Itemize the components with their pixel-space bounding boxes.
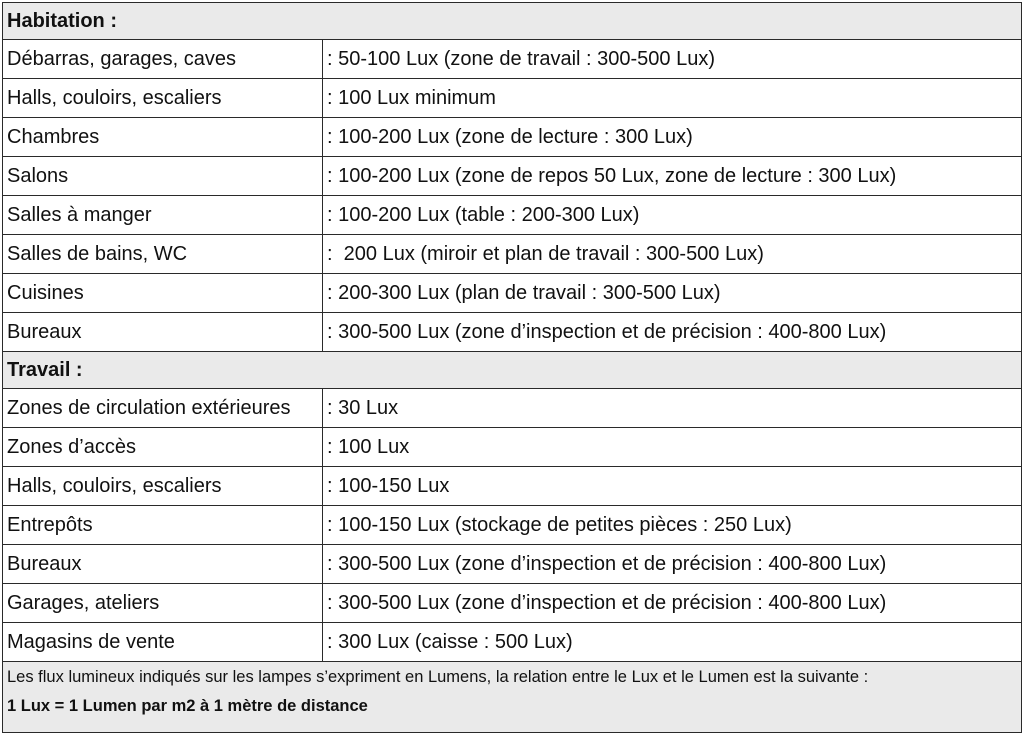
table-row <box>3 545 1022 584</box>
table-row <box>3 157 1022 196</box>
lux-value: : 30 Lux <box>323 389 1022 428</box>
table-row <box>3 40 1022 79</box>
section-header-habitation <box>3 3 1022 40</box>
room-label: Bureaux <box>3 545 323 584</box>
note-formula: 1 Lux = 1 Lumen par m2 à 1 mètre de distance <box>7 697 368 715</box>
room-label: Zones d’accès <box>3 428 323 467</box>
table-row <box>3 467 1022 506</box>
lux-value: : 200-300 Lux (plan de travail : 300-500 Lux) <box>323 274 1022 313</box>
room-label: Halls, couloirs, escaliers <box>3 79 323 118</box>
room-label: Garages, ateliers <box>3 584 323 623</box>
room-label: Magasins de vente <box>3 623 323 662</box>
lux-value: : 300-500 Lux (zone d’inspection et de précision : 400-800 Lux) <box>323 584 1022 623</box>
table-row <box>3 313 1022 352</box>
table-row <box>3 506 1022 545</box>
table-row <box>3 584 1022 623</box>
lux-value: : 100-200 Lux (zone de lecture : 300 Lux) <box>323 118 1022 157</box>
lux-value: : 200 Lux (miroir et plan de travail : 300-500 Lux) <box>323 235 1022 274</box>
room-label: Bureaux <box>3 313 323 352</box>
room-label: Zones de circulation extérieures <box>3 389 323 428</box>
lux-value: : 100-200 Lux (zone de repos 50 Lux, zone de lecture : 300 Lux) <box>323 157 1022 196</box>
room-label: Salles à manger <box>3 196 323 235</box>
lux-value: : 100-200 Lux (table : 200-300 Lux) <box>323 196 1022 235</box>
lux-value: : 100-150 Lux <box>323 467 1022 506</box>
lux-table <box>2 2 1022 733</box>
lux-value: : 100 Lux minimum <box>323 79 1022 118</box>
room-label: Salons <box>3 157 323 196</box>
section-header-travail <box>3 352 1022 389</box>
table-row <box>3 118 1022 157</box>
lux-table-body <box>3 3 1022 733</box>
room-label: Chambres <box>3 118 323 157</box>
room-label: Débarras, garages, caves <box>3 40 323 79</box>
room-label: Entrepôts <box>3 506 323 545</box>
room-label: Halls, couloirs, escaliers <box>3 467 323 506</box>
lux-value: : 300-500 Lux (zone d’inspection et de précision : 400-800 Lux) <box>323 545 1022 584</box>
room-label: Cuisines <box>3 274 323 313</box>
table-row <box>3 389 1022 428</box>
table-row <box>3 428 1022 467</box>
lux-value: : 100-150 Lux (stockage de petites pièces : 250 Lux) <box>323 506 1022 545</box>
table-row <box>3 623 1022 662</box>
room-label: Salles de bains, WC <box>3 235 323 274</box>
section-title-travail: Travail : <box>3 352 1022 389</box>
table-row <box>3 196 1022 235</box>
lux-value: : 50-100 Lux (zone de travail : 300-500 Lux) <box>323 40 1022 79</box>
table-row <box>3 235 1022 274</box>
lux-value: : 100 Lux <box>323 428 1022 467</box>
lux-value: : 300 Lux (caisse : 500 Lux) <box>323 623 1022 662</box>
table-row <box>3 274 1022 313</box>
note-cell <box>3 662 1022 733</box>
note-text: Les flux lumineux indiqués sur les lampes s’expriment en Lumens, la relation entre le Lux et le Lumen est la suivante : <box>7 668 869 686</box>
lux-value: : 300-500 Lux (zone d’inspection et de précision : 400-800 Lux) <box>323 313 1022 352</box>
table-row <box>3 79 1022 118</box>
note-row <box>3 662 1022 733</box>
section-title-habitation: Habitation : <box>3 3 1022 40</box>
